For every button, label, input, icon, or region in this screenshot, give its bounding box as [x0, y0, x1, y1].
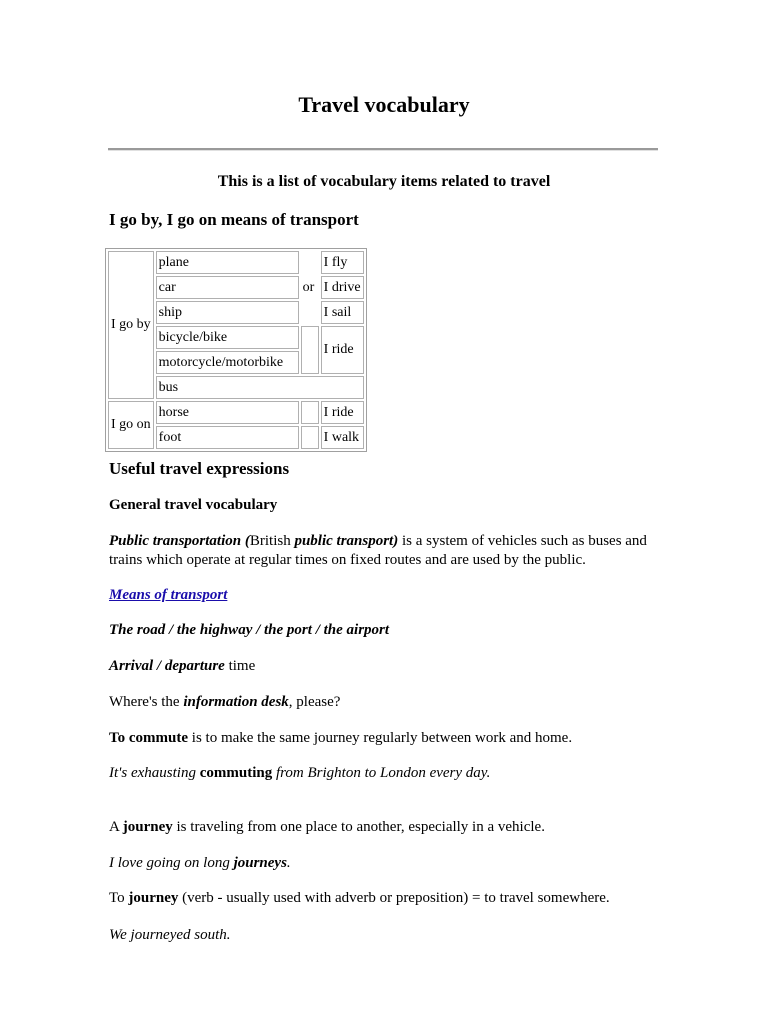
places-line: The road / the highway / the port / the airport — [109, 622, 390, 638]
commute-example-post: from Brighton to London every day. — [272, 765, 491, 781]
page-title: Travel vocabulary — [298, 92, 470, 117]
info-term: information desk — [183, 694, 289, 710]
or-text: or — [302, 279, 315, 295]
arrival-rest: time — [224, 658, 256, 674]
journey-verb-line — [109, 890, 610, 907]
information-desk-line — [109, 694, 340, 711]
journey-line — [109, 819, 545, 836]
commute-term: To commute — [109, 730, 189, 746]
table-cell-go-by: I go by — [108, 251, 154, 399]
british-label: British — [249, 533, 295, 549]
journey-pre: A — [109, 819, 123, 835]
section-heading-general: General travel vocabulary — [109, 497, 278, 513]
table-cell-ride: I ride — [321, 326, 364, 374]
arrival-term: Arrival / departure — [109, 658, 225, 674]
section-heading-expressions: Useful travel expressions — [109, 459, 290, 478]
info-pre: Where's the — [109, 694, 184, 710]
public-transport-definition: is a system of vehicles such as buses and trains which operate at regular times on fixed routes and are used by the public. — [109, 533, 647, 568]
arrival-line — [109, 658, 255, 675]
table-cell-car: car — [156, 276, 299, 299]
journey-example-post: . — [286, 855, 291, 871]
horizontal-rule — [108, 148, 658, 151]
commute-example-pre: It's exhausting — [109, 765, 200, 781]
table-cell-bus: bus — [156, 376, 364, 399]
journey-example-bold: journeys — [233, 855, 287, 871]
table-cell-ship: ship — [156, 301, 299, 324]
transport-table — [105, 248, 367, 452]
table-cell-plane: plane — [156, 251, 299, 274]
public-transport-term: Public transportation ( — [109, 533, 250, 549]
table-cell-motorcycle: motorcycle/motorbike — [156, 351, 299, 374]
journey-definition: is traveling from one place to another, especially in a vehicle. — [172, 819, 545, 835]
table-cell-ride: I ride — [321, 401, 364, 424]
table-cell-empty — [301, 426, 319, 449]
section-heading-transport: I go by, I go on means of transport — [109, 210, 359, 229]
table-cell-go-on: I go on — [108, 401, 154, 449]
commute-line — [109, 730, 572, 747]
journey-example — [109, 855, 291, 872]
table-cell-empty — [301, 326, 319, 374]
table-cell-horse: horse — [156, 401, 299, 424]
table-cell-fly: I fly — [321, 251, 364, 274]
info-post: , please? — [288, 694, 341, 710]
public-transport-paragraph — [109, 532, 654, 570]
table-cell-or — [301, 251, 319, 324]
means-of-transport-link[interactable]: Means of transport — [109, 587, 228, 603]
journey-verb-pre: To — [109, 890, 129, 906]
journey-verb-example: We journeyed south. — [109, 927, 231, 943]
british-term: public transport) — [294, 533, 399, 549]
commute-example-bold: commuting — [199, 765, 273, 781]
subtitle: This is a list of vocabulary items related to travel — [217, 173, 551, 190]
table-cell-sail: I sail — [321, 301, 364, 324]
table-cell-walk: I walk — [321, 426, 364, 449]
table-cell-drive: I drive — [321, 276, 364, 299]
table-cell-bicycle: bicycle/bike — [156, 326, 299, 349]
journey-verb-definition: (verb - usually used with adverb or preposition) = to travel somewhere. — [178, 890, 610, 906]
commute-example — [109, 765, 490, 782]
table-cell-empty — [301, 401, 319, 424]
journey-example-pre: I love going on long — [109, 855, 234, 871]
journey-verb-term: journey — [128, 890, 179, 906]
table-cell-foot: foot — [156, 426, 299, 449]
commute-definition: is to make the same journey regularly between work and home. — [188, 730, 573, 746]
journey-term: journey — [122, 819, 173, 835]
